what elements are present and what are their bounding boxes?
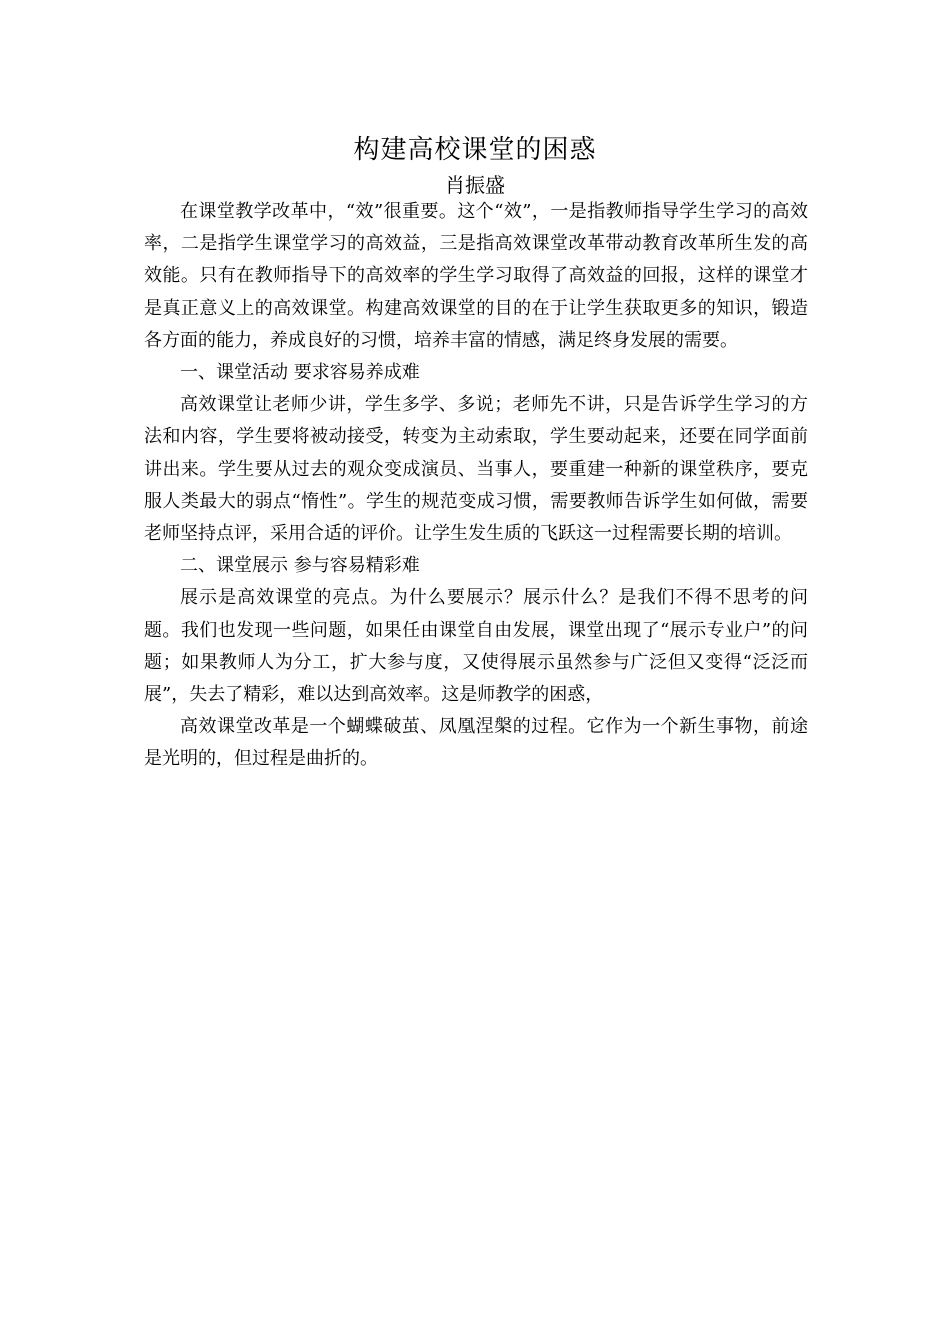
conclusion-paragraph: 高效课堂改革是一个蝴蝶破茧、凤凰涅槃的过程。它作为一个新生事物，前途是光明的，但过程是曲折的。 (144, 716, 808, 770)
section-2-paragraph: 展示是高效课堂的亮点。为什么要展示？展示什么？是我们不得不思考的问题。我们也发现一些问题，如果任由课堂自由发展，课堂出现了“展示专业户”的问题；如果教师人为分工，扩大参与度，又使得展示虽然参与广泛但又变得“泛泛而展”，失去了精彩，难以达到高效率。这是师教学的困惑， (144, 587, 808, 706)
document-author: 肖振盛 (445, 173, 505, 197)
section-heading-1: 一、课堂活动 要求容易养成难 (180, 362, 420, 384)
document-title: 构建高校课堂的困惑 (353, 135, 597, 165)
section-1-paragraph: 高效课堂让老师少讲，学生多学、多说；老师先不讲，只是告诉学生学习的方法和内容，学生要将被动接受，转变为主动索取，学生要动起来，还要在同学面前讲出来。学生要从过去的观众变成演员、当事人，要重建一种新的课堂秩序，要克服人类最大的弱点“惰性”。学生的规范变成习惯，需要教师告诉学生如何做，需要老师坚持点评，采用合适的评价。让学生发生质的飞跃这一过程需要长期的培训。 (144, 394, 808, 545)
document-body (144, 196, 808, 776)
intro-paragraph: 在课堂教学改革中，“效”很重要。这个“效”，一是指教师指导学生学习的高效率，二是指学生课堂学习的高效益，三是指高效课堂改革带动教育改革所生发的高效能。只有在教师指导下的高效率的学生学习取得了高效益的回报，这样的课堂才是真正意义上的高效课堂。构建高效课堂的目的在于让学生获取更多的知识，锻造各方面的能力，养成良好的习惯，培养丰富的情感，满足终身发展的需要。 (144, 201, 808, 351)
section-heading-2: 二、课堂展示 参与容易精彩难 (180, 555, 420, 577)
